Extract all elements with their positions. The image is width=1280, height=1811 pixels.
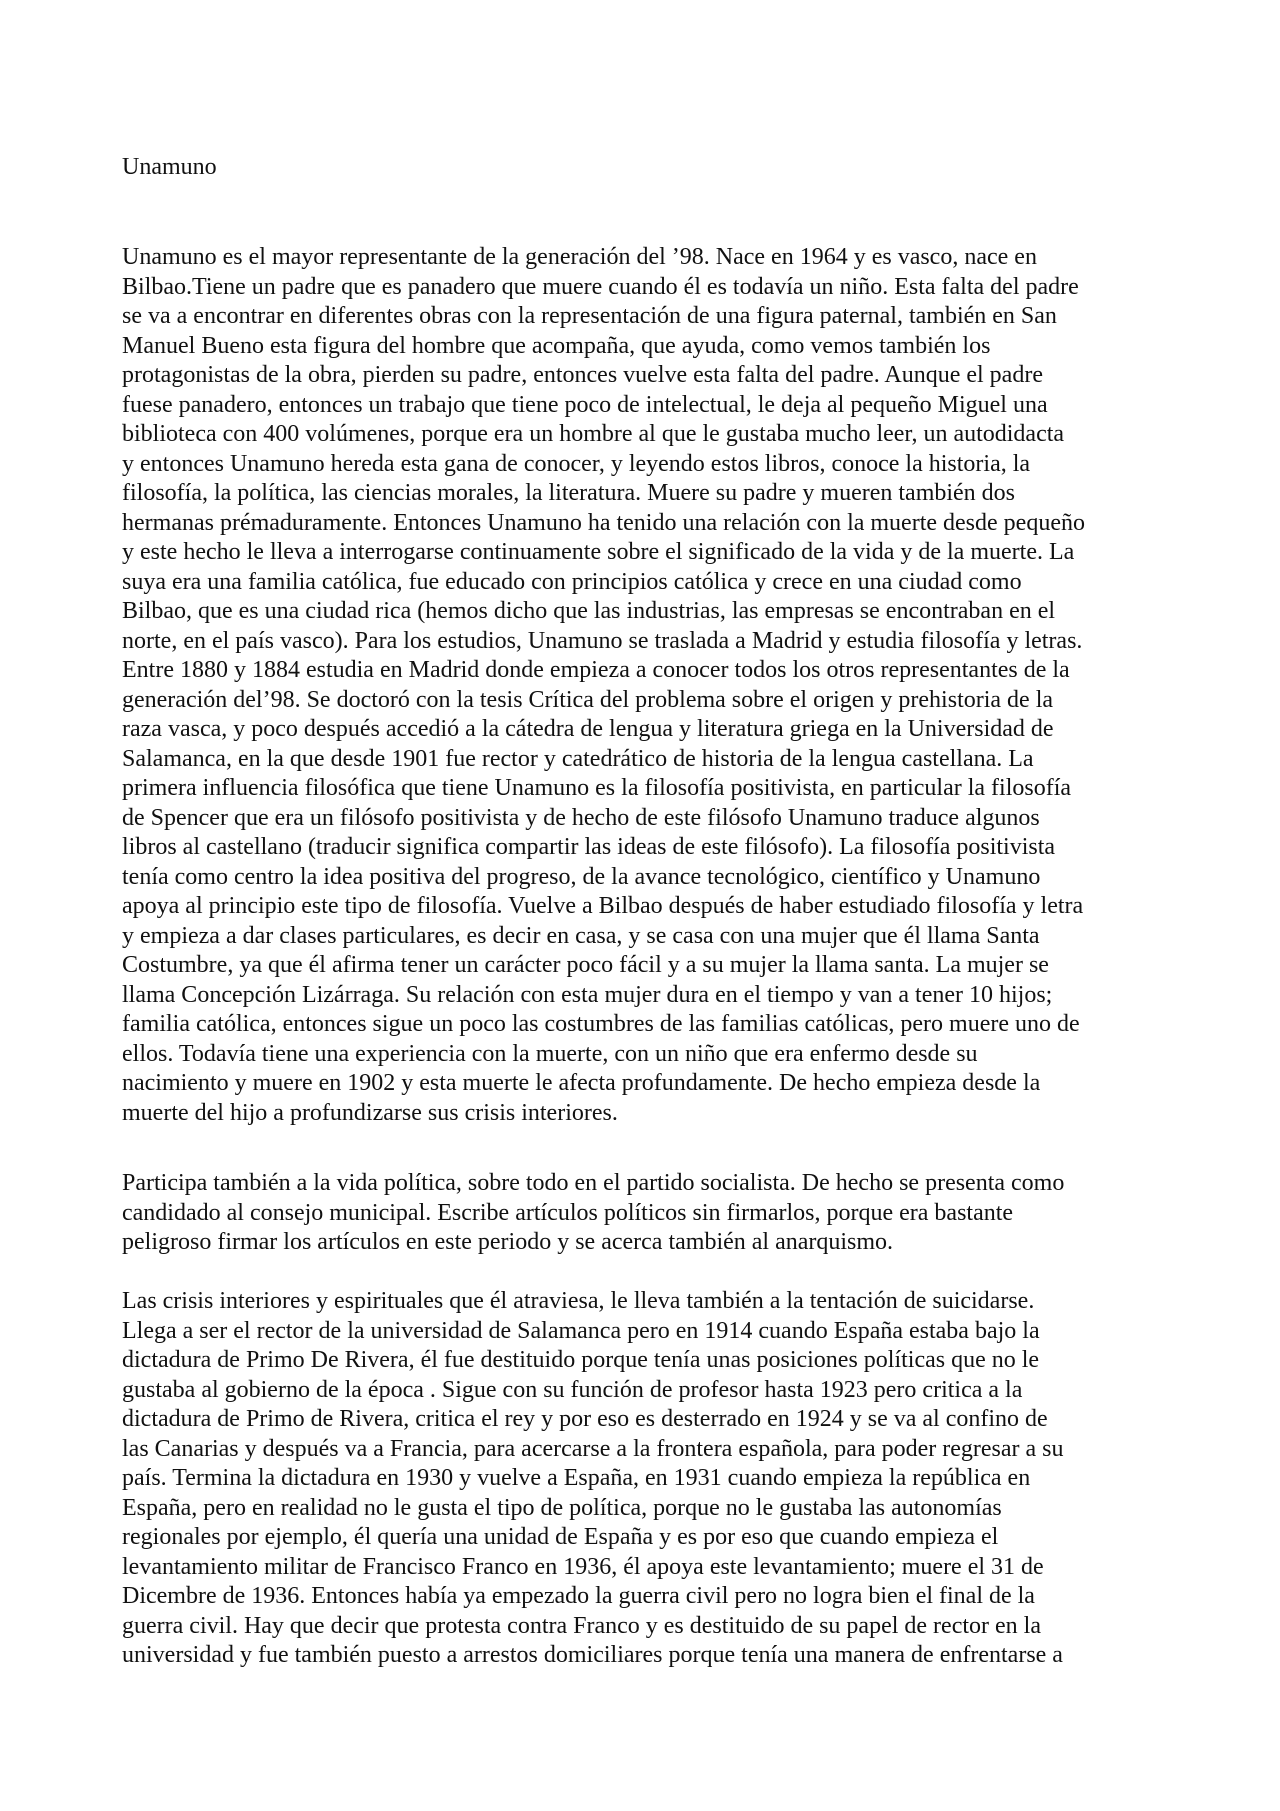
text-line: fuese panadero, entonces un trabajo que tiene poco de intelectual, le deja al pequeño Miguel una [122, 391, 1048, 418]
text-line: tenía como centro la idea positiva del progreso, de la avance tecnológico, científico y Unamuno [122, 863, 1041, 890]
text-line: llama Concepción Lizárraga. Su relación con esta mujer dura en el tiempo y van a tener 10 hijos; [122, 981, 1053, 1008]
text-line: familia católica, entonces sigue un poco las costumbres de las familias católicas, pero muere uno de [122, 1011, 1080, 1037]
text-line: Manuel Bueno esta figura del hombre que acompaña, que ayuda, como vemos también los [122, 332, 991, 359]
text-line: apoya al principio este tipo de filosofía. Vuelve a Bilbao después de haber estudiado filosofía y letra [122, 893, 1084, 919]
text-line: se va a encontrar en diferentes obras con la representación de una figura paternal, también en San [122, 303, 1057, 329]
text-line: filosofía, la política, las ciencias morales, la literatura. Muere su padre y mueren también dos [122, 480, 1016, 506]
text-line: Las crisis interiores y espirituales que él atraviesa, le lleva también a la tentación de suicidarse. [122, 1288, 1035, 1314]
text-line: dictadura de Primo de Rivera, critica el rey y por eso es desterrado en 1924 y se va al confino de [122, 1406, 1048, 1432]
text-line: gustaba al gobierno de la época . Sigue con su función de profesor hasta 1923 pero critica a la [122, 1376, 1023, 1403]
text-line: ellos. Todavía tiene una experiencia con la muerte, con un niño que era enfermo desde su [122, 1040, 978, 1067]
document-title: Unamuno [122, 154, 217, 180]
text-line: Bilbao, que es una ciudad rica (hemos dicho que las industrias, las empresas se encontraban en el [122, 598, 1056, 624]
text-line: generación del’98. Se doctoró con la tesis Crítica del problema sobre el origen y prehistoria de la [122, 686, 1054, 713]
text-line: y este hecho le lleva a interrogarse continuamente sobre el significado de la vida y de la muerte. La [122, 539, 1075, 565]
text-line: protagonistas de la obra, pierden su padre, entonces vuelve esta falta del padre. Aunque el padre [122, 362, 1043, 388]
text-line: levantamiento militar de Francisco Franco en 1936, él apoya este levantamiento; muere el 31 de [122, 1553, 1044, 1580]
text-line: Bilbao.Tiene un padre que es panadero que muere cuando él es todavía un niño. Esta falta del padre [122, 273, 1079, 300]
text-line: biblioteca con 400 volúmenes, porque era un hombre al que le gustaba mucho leer, un autodidacta [122, 421, 1065, 447]
paragraph-crisis [122, 1287, 1222, 1671]
text-line: suya era una familia católica, fue educado con principios católica y crece en una ciudad como [122, 568, 1022, 595]
text-line: Salamanca, en la que desde 1901 fue rector y catedrático de historia de la lengua castellana. La [122, 745, 1034, 772]
text-line: raza vasca, y poco después accedió a la cátedra de lengua y literatura griega en la Universidad de [122, 716, 1054, 742]
text-line: primera influencia filosófica que tiene Unamuno es la filosofía positivista, en particular la filosofía [122, 775, 1072, 801]
text-line: regionales por ejemplo, él quería una unidad de España y es por eso que cuando empieza el [122, 1524, 999, 1550]
text-line: candidado al consejo municipal. Escribe artículos políticos sin firmarlos, porque era bastante [122, 1199, 1014, 1226]
text-line: Participa también a la vida política, sobre todo en el partido socialista. De hecho se presenta como [122, 1170, 1065, 1196]
text-line: peligroso firmar los artículos en este periodo y se acerca también al anarquismo. [122, 1229, 894, 1255]
text-line: Unamuno es el mayor representante de la generación del ’98. Nace en 1964 y es vasco, nace en [122, 244, 1037, 270]
text-line: Costumbre, ya que él afirma tener un carácter poco fácil y a su mujer la llama santa. La mujer se [122, 952, 1049, 978]
text-line: universidad y fue también puesto a arrestos domiciliares porque tenía una manera de enfrentarse a [122, 1642, 1063, 1668]
text-line: y entonces Unamuno hereda esta gana de conocer, y leyendo estos libros, conoce la historia, la [122, 450, 1031, 477]
text-line: de Spencer que era un filósofo positivista y de hecho de este filósofo Unamuno traduce algunos [122, 804, 1040, 831]
text-line: Llega a ser el rector de la universidad de Salamanca pero en 1914 cuando España estaba bajo la [122, 1317, 1040, 1344]
paragraph-politics [122, 1169, 1222, 1258]
text-line: norte, en el país vasco). Para los estudios, Unamuno se traslada a Madrid y estudia filosofía y letras. [122, 627, 1083, 654]
text-line: nacimiento y muere en 1902 y esta muerte le afecta profundamente. De hecho empieza desde la [122, 1070, 1041, 1096]
text-line: las Canarias y después va a Francia, para acercarse a la frontera española, para poder regresar a su [122, 1435, 1064, 1462]
text-line: muerte del hijo a profundizarse sus crisis interiores. [122, 1099, 618, 1126]
text-line: Dicembre de 1936. Entonces había ya empezado la guerra civil pero no logra bien el final de la [122, 1583, 1035, 1609]
text-line: España, pero en realidad no le gusta el tipo de política, porque no le gustaba las autonomías [122, 1494, 1002, 1521]
text-line: dictadura de Primo De Rivera, él fue destituido porque tenía unas posiciones políticas que no le [122, 1347, 1040, 1373]
text-line: y empieza a dar clases particulares, es decir en casa, y se casa con una mujer que él llama Santa [122, 922, 1040, 949]
text-line: país. Termina la dictadura en 1930 y vuelve a España, en 1931 cuando empieza la república en [122, 1465, 1031, 1491]
paragraph-biography [122, 243, 1222, 1128]
text-line: libros al castellano (traducir significa compartir las ideas de este filósofo). La filosofía positivista [122, 834, 1056, 860]
text-line: Entre 1880 y 1884 estudia en Madrid donde empieza a conocer todos los otros representantes de la [122, 657, 1070, 683]
text-line: hermanas prémaduramente. Entonces Unamuno ha tenido una relación con la muerte desde pequeño [122, 509, 1085, 536]
text-line: guerra civil. Hay que decir que protesta contra Franco y es destituido de su papel de rector en la [122, 1612, 1041, 1639]
